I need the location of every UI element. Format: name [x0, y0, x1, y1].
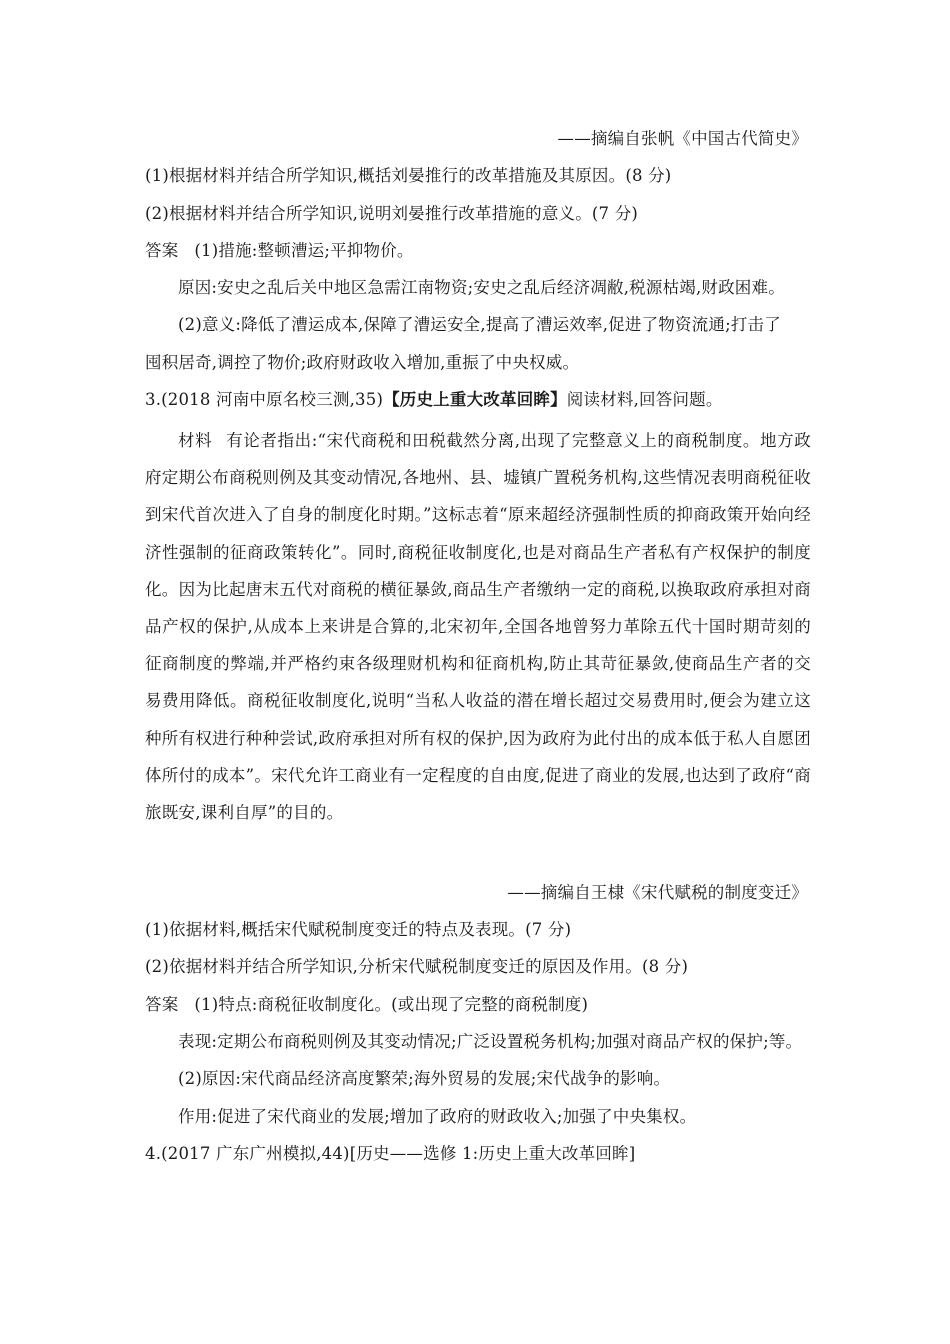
q3-header — [145, 389, 723, 411]
q2-answer-significance-line-1: (2)意义:降低了漕运成本,保障了漕运安全,提高了漕运效率,促进了物资流通;打击了 — [178, 315, 781, 334]
q3-header-instruction: 阅读材料,回答问题。 — [566, 390, 723, 409]
q4-header: 4.(2017 广东广州模拟,44)[历史——选修 1:历史上重大改革回眸] — [145, 1144, 636, 1163]
q3-material-text: 有论者指出:“宋代商税和田税截然分离,出现了完整意义上的商税制度。地方政府定期公布商税则例及其变动情况,各地州、县、墟镇广置税务机构,这些情况表明商税征收到宋代首次进入了自身的制度化时期。”这标志着“原来超经济强制性质的抑商政策开始向经济性强制的征商政策转化”。同时,商税征收制度化,也是对商品生产者私有产权保护的制度化。因为比起唐末五代对商税的横征暴敛,商品生产者缴纳一定的商税,以换取政府承担对商品产权的保护,从成本上来讲是合算的,北宋初年,全国各地曾努力革除五代十国时期苛刻的征商制度的弊端,并严格约束各级理财机构和征商机构,防止其苛征暴敛,使商品生产者的交易费用降低。商税征收制度化,说明“当私人收益的潜在增长超过交易费用时,便会为建立这种所有权进行种种尝试,政府承担对所有权的保护,因为政府为此付出的成本低于私人自愿团体所付的成本”。宋代允许工商业有一定程度的自由度,促进了商业的发展,也达到了政府“商旅既安,课利自厚”的目的。 — [145, 431, 811, 823]
q3-material-paragraph — [145, 422, 811, 831]
q2-subquestion-2: (2)根据材料并结合所学知识,说明刘晏推行改革措施的意义。(7 分) — [145, 204, 639, 223]
q2-answer-label: 答案 — [145, 241, 179, 260]
q2-answer-significance-line-2: 囤积居奇,调控了物价;政府财政收入增加,重振了中央权威。 — [145, 353, 580, 372]
q3-header-source: 3.(2018 河南中原名校三测,35) — [145, 390, 384, 409]
q3-subquestion-2: (2)依据材料并结合所学知识,分析宋代赋税制度变迁的原因及作用。(8 分) — [145, 957, 689, 976]
q3-material-label: 材料 — [178, 431, 213, 450]
q2-answer-measures: (1)措施:整顿漕运;平抑物价。 — [194, 241, 414, 260]
q3-source: ——摘编自王棣《宋代赋税的制度变迁》 — [507, 883, 808, 902]
q2-answer-line-1 — [145, 240, 414, 262]
q2-answer-reasons: 原因:安史之乱后关中地区急需江南物资;安史之乱后经济凋敝,税源枯竭,财政困难。 — [178, 278, 785, 297]
q3-header-topic: 【历史上重大改革回眸】 — [383, 390, 567, 409]
q3-answer-manifestations: 表现:定期公布商税则例及其变动情况;广泛设置税务机构;加强对商品产权的保护;等。 — [178, 1032, 803, 1051]
q3-answer-line-1 — [145, 994, 588, 1016]
q2-source: ——摘编自张帆《中国古代简史》 — [557, 129, 808, 148]
q3-answer-features: (1)特点:商税征收制度化。(或出现了完整的商税制度) — [194, 995, 589, 1014]
q3-answer-reasons: (2)原因:宋代商品经济高度繁荣;海外贸易的发展;宋代战争的影响。 — [178, 1069, 671, 1088]
q3-answer-label: 答案 — [145, 995, 179, 1014]
q2-subquestion-1: (1)根据材料并结合所学知识,概括刘晏推行的改革措施及其原因。(8 分) — [145, 166, 672, 185]
q3-answer-effects: 作用:促进了宋代商业的发展;增加了政府的财政收入;加强了中央集权。 — [178, 1107, 697, 1126]
q3-subquestion-1: (1)依据材料,概括宋代赋税制度变迁的特点及表现。(7 分) — [145, 920, 572, 939]
